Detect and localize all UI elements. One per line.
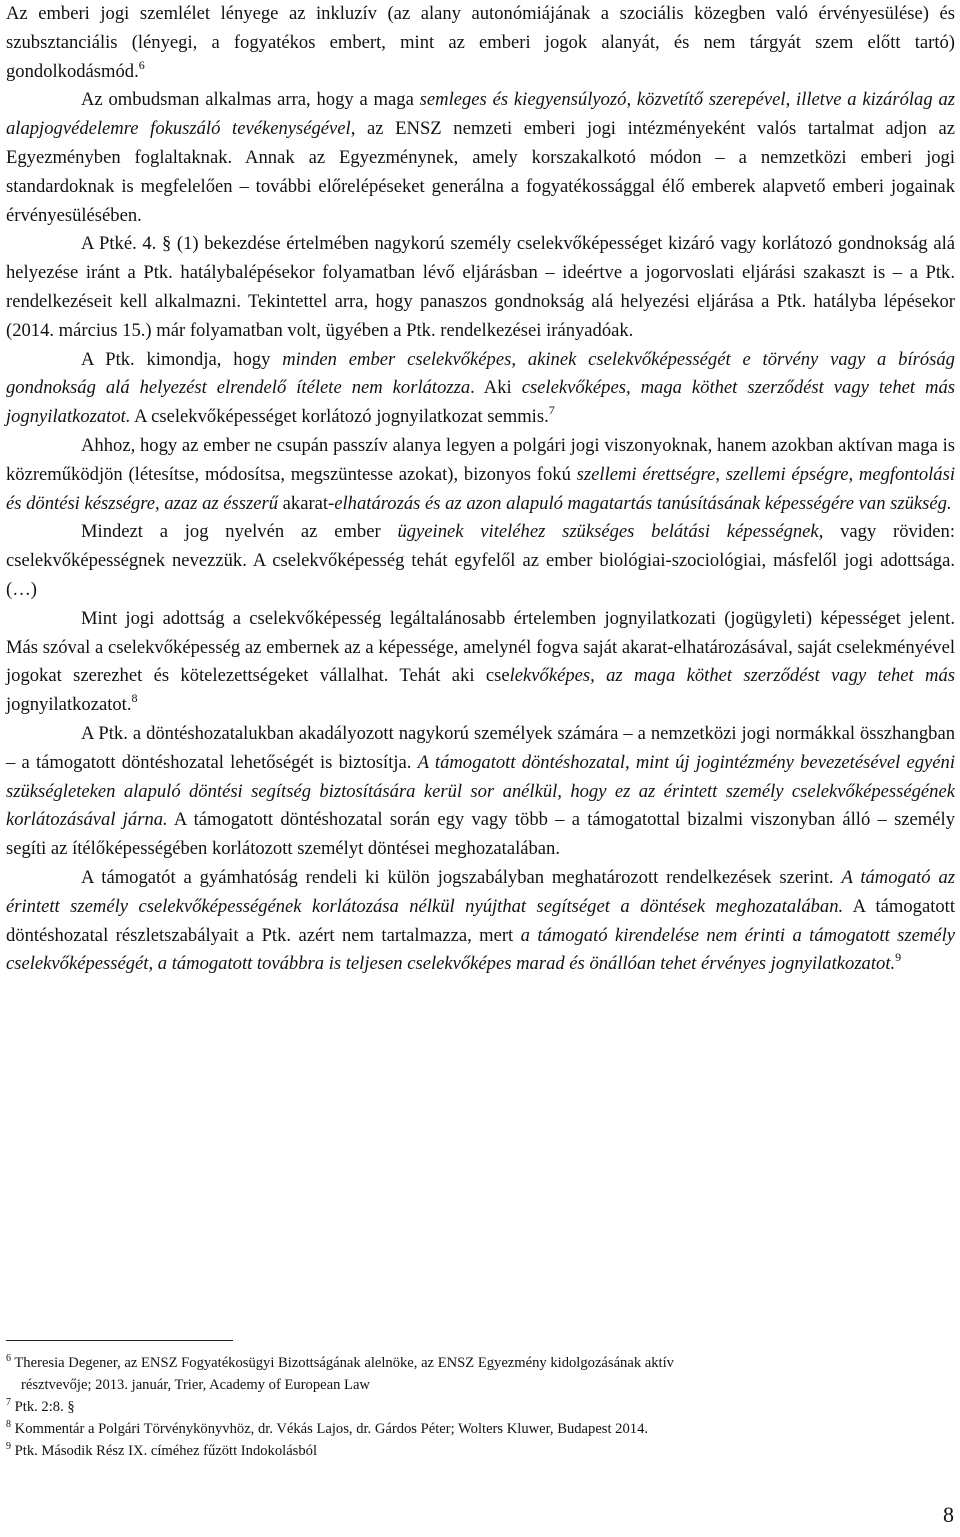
footnote-number: 6 [6, 1353, 11, 1364]
text-run: A Ptk. kimondja, hogy [81, 348, 283, 370]
paragraph-1 [6, 0, 955, 86]
footnote-number: 9 [6, 1441, 11, 1452]
italic-text: A támogatott döntéshozatal, mint új jogintézmény bevezetésével egyéni szükségleteken alapuló döntési segítség biztosítására kerül sor anélkül, hogy ez az érintett személy cselekvőképességének korlátozásával járna. [6, 751, 955, 831]
footnote-6 [6, 1352, 955, 1374]
text-run: Az ombudsman alkalmas arra, hogy a maga [81, 89, 420, 111]
footnote-separator [6, 1340, 233, 1341]
italic-text: a támogató kirendelése nem érinti a támogatott személy cselekvőképességét, a támogatott továbbra is teljesen cselekvőképes marad és önállóan tehet érvényes jognyilatkozatot. [6, 924, 955, 975]
paragraph-4 [6, 346, 955, 432]
italic-text: lekvőképes, az maga köthet szerződést vagy tehet más [509, 665, 956, 687]
footnote-7 [6, 1396, 955, 1418]
footnote-text: Ptk. 2:8. § [14, 1399, 75, 1415]
text-run: jognyilatkozatot. [6, 694, 132, 716]
footnote-number: 8 [6, 1419, 11, 1430]
text-run: , az ENSZ nemzeti emberi jogi intézményeként valós tartalmat adjon az Egyezményben foglaltaknak. Annak az Egyezménynek, amely korszakalkotó módon – a nemzetközi emberi jogi standardoknak is megfelelően – további előrelépéseket generálna a fogyatékossággal élő emberek alapvető emberi jogainak érvényesülésében. [6, 118, 956, 226]
text-run: A Ptk. a döntéshozatalukban akadályozott nagykorú személyek számára – a nemzetközi jogi normákkal összhangban – a támogatott döntéshozatal lehetőségét is biztosítja. [6, 722, 955, 773]
italic-text: szellemi érettségre, szellemi épségre, megfontolási és döntési készségre, azaz az ésszerű [6, 463, 955, 514]
text-run: Mint jogi adottság a cselekvőképesség legáltalánosabb értelemben jognyilatkozati (jogügyleti) képességet jelent. Más szóval a cselekvőképesség az embernek az a képessége, amelynél fogva saját akarat-elhatározásával, saját cselekményével jogokat szerezhet és kötelezettségeket vállalhat. Tehát aki cse [6, 607, 955, 687]
text-run: A Ptké. 4. § (1) bekezdése értelmében nagykorú személy cselekvőképességet kizáró vagy korlátozó gondnokság alá helyezése iránt a Ptk. hatálybalépésekor folyamatban lévő eljárásban – ideértve a jogorvoslati eljárási szakaszt is – a Ptk. rendelkezéseit kell alkalmazni. Tekintettel arra, hogy panaszos gondnokság alá helyezési eljárása a Ptk. hatályba lépésekor (2014. március 15.) már folyamatban volt, ügyében a Ptk. rendelkezései irányadóak. [6, 233, 955, 341]
footnote-ref: 8 [131, 691, 138, 706]
footnote-ref: 9 [895, 950, 902, 965]
italic-text: A támogató az érintett személy cselekvőképességének korlátozása nélkül nyújthat segítséget a döntések meghozatalában. [6, 866, 955, 917]
footnote-ref: 6 [138, 57, 145, 72]
paragraph-9 [6, 864, 955, 979]
italic-text: cselekvőképes, maga köthet szerződést vagy tehet más jognyilatkozatot. [6, 377, 955, 428]
footnote-ref: 7 [548, 403, 555, 418]
footnote-text: Ptk. Második Rész IX. címéhez fűzött Indokolásból [14, 1443, 318, 1459]
text-run: A cselekvőképességet korlátozó jognyilatkozat semmis. [130, 406, 549, 428]
text-run: Ahhoz, hogy az ember ne csupán passzív alanya legyen a polgári jogi viszonyoknak, hanem azokban aktívan maga is közreműködjön (létesítse, módosítsa, megszüntesse azokat), bizonyos fokú [6, 434, 955, 485]
document-page [6, 0, 955, 979]
paragraph-6 [6, 518, 955, 604]
paragraph-8 [6, 720, 955, 864]
text-run: A támogatott döntéshozatal részletszabályait a Ptk. azért nem tartalmazza, mert [6, 895, 955, 946]
footnote-9 [6, 1440, 955, 1462]
text-run: Mindezt a jog nyelvén az ember [81, 521, 398, 543]
footnote-text: Kommentár a Polgári Törvénykönyvhöz, dr. Vékás Lajos, dr. Gárdos Péter; Wolters Kluwer, Budapest 2014. [14, 1421, 649, 1437]
footnotes [6, 1352, 955, 1462]
paragraph-3 [6, 230, 955, 345]
text-run: akarat- [278, 492, 335, 514]
page-number: 8 [943, 1502, 954, 1527]
text-run: A támogatott döntéshozatal során egy vagy több – a támogatottal bizalmi viszonyban álló – személy segíti az ítélőképességében korlátozott személyt döntései meghozatalában. [6, 809, 955, 860]
footnote-8 [6, 1418, 955, 1440]
paragraph-5 [6, 432, 955, 518]
italic-text: elhatározás és az azon alapuló magatartás tanúsításának képességére van szükség. [334, 492, 952, 514]
text-run: Az emberi jogi szemlélet lényege az inkluzív (az alany autonómiájának a szociális közegben való érvényesülése) és szubsztanciális (lényegi, a fogyatékos embert, mint az emberi jogok alanyát, és nem tárgyát szem előtt tartó) gondolkodásmód. [6, 3, 955, 82]
footnote-number: 7 [6, 1397, 11, 1408]
text-run: . Aki [470, 377, 522, 399]
footnote-text: Theresia Degener, az ENSZ Fogyatékosügyi Bizottságának alelnöke, az ENSZ Egyezmény kidolgozásának aktív [14, 1355, 674, 1371]
body-text [6, 0, 955, 979]
italic-text: semleges és kiegyensúlyozó, közvetítő szerepével, illetve a kizárólag az alapjogvédelemre fokuszáló tevékenységével [6, 89, 955, 140]
paragraph-2 [6, 86, 955, 230]
paragraph-7 [6, 605, 955, 720]
italic-text: ügyeinek viteléhez szükséges belátási képességnek [397, 521, 819, 543]
italic-text: minden ember cselekvőképes, akinek cselekvőképességét e törvény vagy a bíróság gondnokság alá helyezést elrendelő ítélete nem korlátozza [6, 348, 955, 399]
text-run: , vagy röviden: cselekvőképességnek nevezzük. A cselekvőképesség tehát egyfelől az ember biológiai-szociológiai, másfelől jogi adottsága. (…) [6, 521, 955, 600]
text-run: A támogatót a gyámhatóság rendeli ki külön jogszabályban meghatározott rendelkezések szerint. [81, 866, 842, 888]
footnote-6-continuation: résztvevője; 2013. január, Trier, Academy of European Law [21, 1377, 370, 1393]
